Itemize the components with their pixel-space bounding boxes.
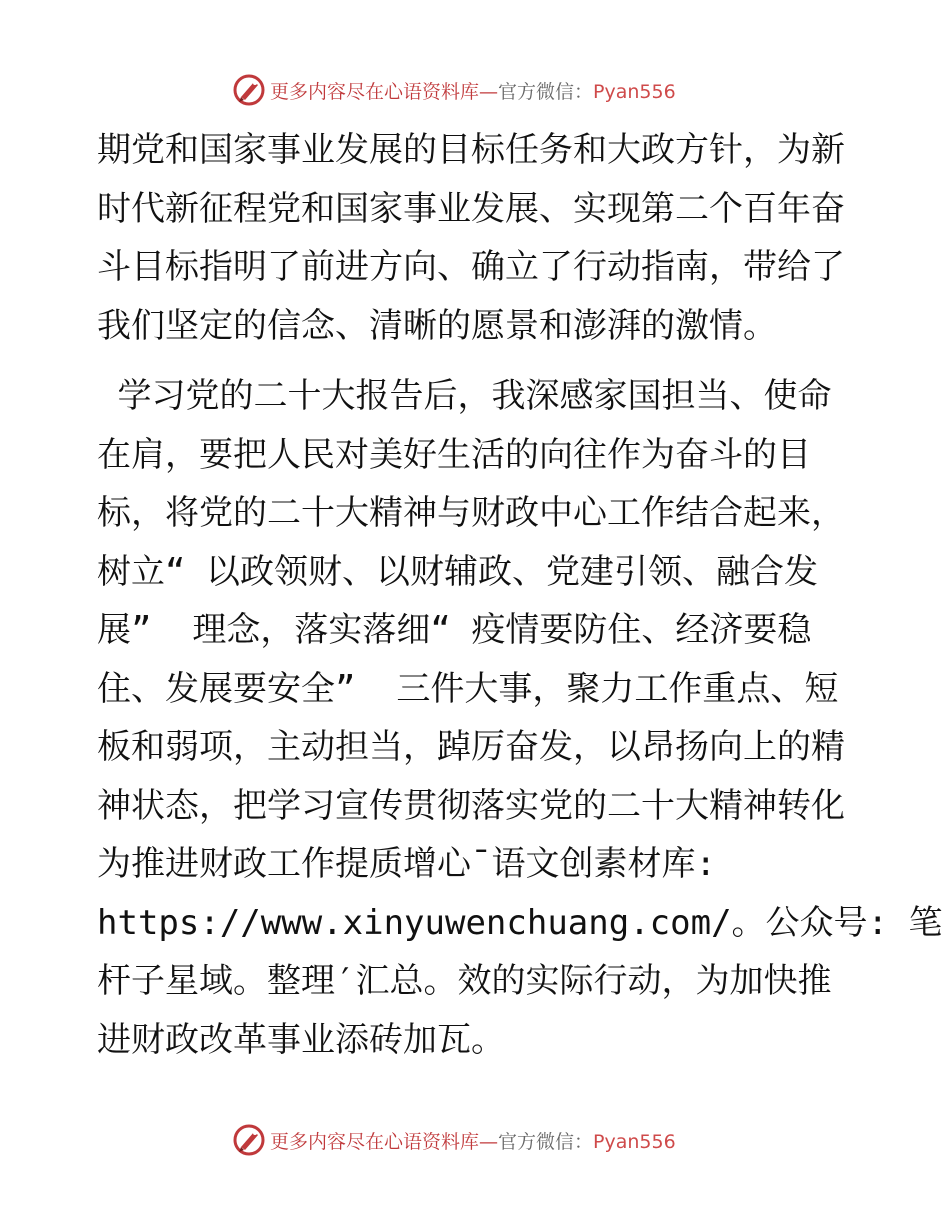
watermark-wechat-id: Pyan556 xyxy=(593,1130,676,1153)
watermark-site: 更多内容尽在心语资料库 xyxy=(270,1130,480,1153)
pen-logo-icon xyxy=(232,1123,266,1157)
text-line: 树立“ 以政领财、以财辅政、党建引领、融合发 xyxy=(97,551,818,592)
paragraph-2 xyxy=(97,367,943,1069)
watermark-site: 更多内容尽在心语资料库 xyxy=(270,80,480,103)
text-line: 为推进财政工作提质增心¯语文创素材库: xyxy=(97,844,716,884)
footer-watermark xyxy=(232,1122,676,1158)
text-line: 进财政改革事业添砖加瓦。 xyxy=(97,1019,505,1060)
url-line: https://www.xinyuwenchuang.com/。公众号: 笔 xyxy=(97,902,943,943)
pen-logo-icon xyxy=(232,73,266,107)
text-line: 在肩，要把人民对美好生活的向往作为奋斗的目 xyxy=(97,434,811,475)
paragraph-1 xyxy=(97,121,857,355)
text-line: 标，将党的二十大精神与财政中心工作结合起来， xyxy=(97,493,845,533)
watermark-wechat-label: 官方微信： xyxy=(498,80,594,103)
text-line: 板和弱项，主动担当，踔厉奋发，以昂扬向上的精 xyxy=(97,727,845,767)
text-line: 杆子星域。整理′汇总。效的实际行动，为加快推 xyxy=(97,961,832,1001)
watermark-wechat-id: Pyan556 xyxy=(593,80,676,103)
text-line: 展” 理念，落实落细“ 疫情要防住、经济要稳 xyxy=(97,610,812,650)
watermark-wechat-label: 官方微信： xyxy=(498,1130,594,1153)
text-line: 期党和国家事业发展的目标任务和大政方针，为新 xyxy=(97,130,845,170)
document-body xyxy=(97,121,943,1069)
text-line: 住、发展要安全” 三件大事，聚力工作重点、短 xyxy=(97,668,839,709)
text-line: 神状态，把学习宣传贯彻落实党的二十大精神转化 xyxy=(97,785,845,826)
header-watermark xyxy=(232,72,676,108)
text-line: 时代新征程党和国家事业发展、实现第二个百年奋 xyxy=(97,188,845,229)
watermark-text xyxy=(270,77,676,104)
watermark-text xyxy=(270,1127,676,1154)
text-line: 学习党的二十大报告后，我深感家国担当、使命 xyxy=(97,376,832,416)
watermark-dash: — xyxy=(479,80,499,103)
text-line: 斗目标指明了前进方向、确立了行动指南，带给了 xyxy=(97,247,845,287)
text-line: 我们坚定的信念、清晰的愿景和澎湃的激情。 xyxy=(97,305,777,346)
watermark-dash: — xyxy=(479,1130,499,1153)
